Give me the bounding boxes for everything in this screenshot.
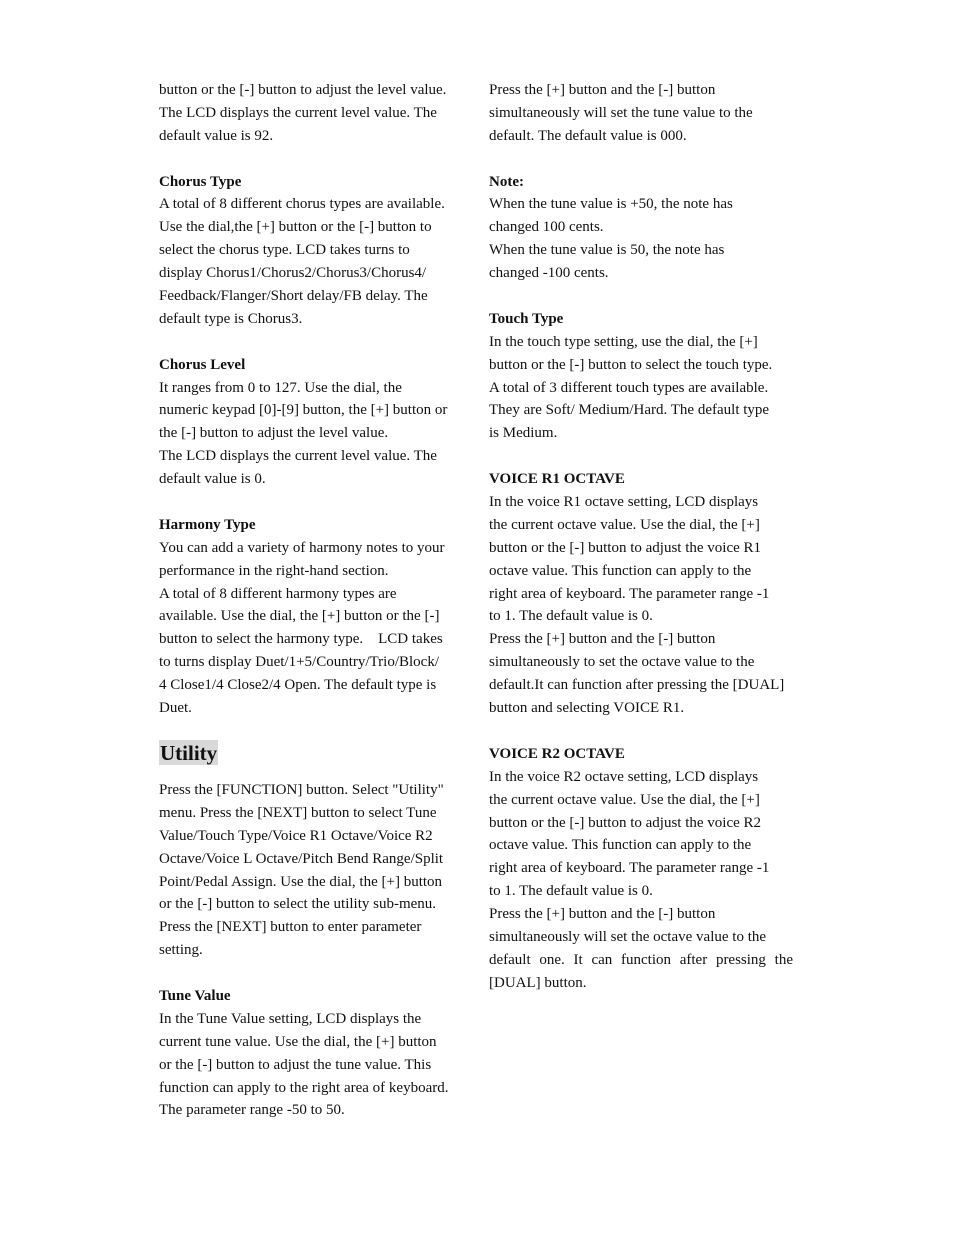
text-line: Press the [FUNCTION] button. Select "Utility" xyxy=(159,781,444,798)
text-line: It ranges from 0 to 127. Use the dial, the xyxy=(159,379,402,396)
text-line: Point/Pedal Assign. Use the dial, the [+] button xyxy=(159,873,443,890)
text-line: octave value. This function can apply to the xyxy=(489,562,752,579)
text-line: A total of 3 different touch types are available. xyxy=(489,379,769,396)
text-line: They are Soft/ Medium/Hard. The default type xyxy=(489,402,770,419)
text-line: button or the [-] button to adjust the voice R1 xyxy=(489,539,762,556)
left-column xyxy=(159,79,459,1122)
utility-section-title: Utility xyxy=(160,740,218,765)
text-line: Press the [+] button and the [-] button xyxy=(489,82,716,98)
text-line: button or the [-] button to adjust the level value. xyxy=(159,82,447,98)
text-line: simultaneously to set the octave value to the xyxy=(489,654,755,671)
text-line: Use the dial,the [+] button or the [-] button to xyxy=(159,219,432,236)
text-line: function can apply to the right area of keyboard. xyxy=(159,1079,449,1096)
text-line: In the voice R2 octave setting, LCD displays xyxy=(489,768,759,785)
section-heading: Harmony Type xyxy=(159,516,256,533)
text-line: is Medium. xyxy=(489,425,558,442)
section-heading: Touch Type xyxy=(489,310,564,327)
text-line: Value/Touch Type/Voice R1 Octave/Voice R2 xyxy=(159,827,433,844)
text-line: In the touch type setting, use the dial, the [+] xyxy=(489,333,758,350)
harmony-type-section xyxy=(159,514,459,720)
text-line: default value is 92. xyxy=(159,127,274,144)
tune-value-section xyxy=(159,985,459,1122)
text-line: or the [-] button to select the utility sub-menu. xyxy=(159,896,437,913)
text-line: simultaneously will set the tune value to the xyxy=(489,104,753,121)
intro-paragraph xyxy=(159,79,459,148)
text-line: select the chorus type. LCD takes turns to xyxy=(159,242,410,259)
text-line: to turns display Duet/1+5/Country/Trio/Block/ xyxy=(159,654,439,671)
utility-intro-section xyxy=(159,779,459,962)
text-line: menu. Press the [NEXT] button to select Tune xyxy=(159,804,437,821)
text-line: octave value. This function can apply to the xyxy=(489,837,752,854)
voice-r1-octave-section xyxy=(489,468,793,720)
text-line: right area of keyboard. The parameter range -1 xyxy=(489,860,770,877)
text-line: or the [-] button to adjust the tune value. This xyxy=(159,1056,432,1073)
text-line: simultaneously will set the octave value to the xyxy=(489,928,767,945)
text-line: right area of keyboard. The parameter range -1 xyxy=(489,585,770,602)
text-line: The LCD displays the current level value. The xyxy=(159,448,437,465)
text-line: A total of 8 different harmony types are xyxy=(159,585,397,602)
text-line: button to select the harmony type. LCD takes xyxy=(159,631,443,648)
text-line: Octave/Voice L Octave/Pitch Bend Range/Split xyxy=(159,850,444,867)
section-heading: Chorus Type xyxy=(159,173,242,190)
text-line: to 1. The default value is 0. xyxy=(489,608,653,625)
section-heading: Tune Value xyxy=(159,987,231,1004)
text-line: button and selecting VOICE R1. xyxy=(489,700,685,717)
text-line: You can add a variety of harmony notes to your xyxy=(159,539,445,556)
text-line: When the tune value is +50, the note has xyxy=(489,196,733,213)
text-line: Press the [NEXT] button to enter parameter xyxy=(159,919,422,936)
right-column xyxy=(489,79,793,995)
text-line: Press the [+] button and the [-] button xyxy=(489,631,716,648)
section-heading: Note: xyxy=(489,173,524,190)
text-line: Press the [+] button and the [-] button xyxy=(489,906,716,923)
chorus-level-section xyxy=(159,354,459,491)
text-line: button or the [-] button to select the touch type. xyxy=(489,356,773,373)
tune-default-paragraph xyxy=(489,79,793,148)
text-line: A total of 8 different chorus types are available. xyxy=(159,196,445,213)
text-line: current tune value. Use the dial, the [+] button xyxy=(159,1033,437,1050)
text-line: display Chorus1/Chorus2/Chorus3/Chorus4/ xyxy=(159,265,427,282)
text-line: In the Tune Value setting, LCD displays the xyxy=(159,1010,422,1027)
text-line: In the voice R1 octave setting, LCD displays xyxy=(489,494,759,511)
text-line: The parameter range -50 to 50. xyxy=(159,1102,345,1119)
text-line: default. The default value is 000. xyxy=(489,127,687,144)
note-section xyxy=(489,171,793,285)
section-heading: VOICE R1 OCTAVE xyxy=(489,471,625,488)
text-line: the current octave value. Use the dial, the [+] xyxy=(489,516,760,533)
text-line: [DUAL] button. xyxy=(489,974,587,991)
text-line: Feedback/Flanger/Short delay/FB delay. The xyxy=(159,288,428,305)
text-line: Duet. xyxy=(159,700,192,717)
section-heading: Chorus Level xyxy=(159,356,246,373)
touch-type-section xyxy=(489,308,793,445)
text-line: default.It can function after pressing the [DUAL] xyxy=(489,677,785,694)
text-line: The LCD displays the current level value. The xyxy=(159,104,437,121)
text-line: changed 100 cents. xyxy=(489,219,604,236)
text-line: numeric keypad [0]-[9] button, the [+] button or xyxy=(159,402,448,419)
text-line: changed -100 cents. xyxy=(489,265,609,282)
text-line: to 1. The default value is 0. xyxy=(489,883,653,900)
text-line: performance in the right-hand section. xyxy=(159,562,389,579)
voice-r2-octave-section xyxy=(489,743,793,995)
text-line: default value is 0. xyxy=(159,471,266,488)
text-line: button or the [-] button to adjust the voice R2 xyxy=(489,814,762,831)
text-line: the current octave value. Use the dial, the [+] xyxy=(489,791,760,808)
text-line: When the tune value is 50, the note has xyxy=(489,242,725,259)
text-line: setting. xyxy=(159,942,203,959)
text-line: available. Use the dial, the [+] button or the [-] xyxy=(159,608,440,625)
text-line: 4 Close1/4 Close2/4 Open. The default type is xyxy=(159,677,437,694)
text-line: default type is Chorus3. xyxy=(159,310,303,327)
utility-title-wrap xyxy=(159,740,459,770)
text-line: the [-] button to adjust the level value. xyxy=(159,425,389,442)
text-line: default one. It can function after pressing the xyxy=(489,951,793,968)
section-heading: VOICE R2 OCTAVE xyxy=(489,745,625,762)
chorus-type-section xyxy=(159,171,459,331)
